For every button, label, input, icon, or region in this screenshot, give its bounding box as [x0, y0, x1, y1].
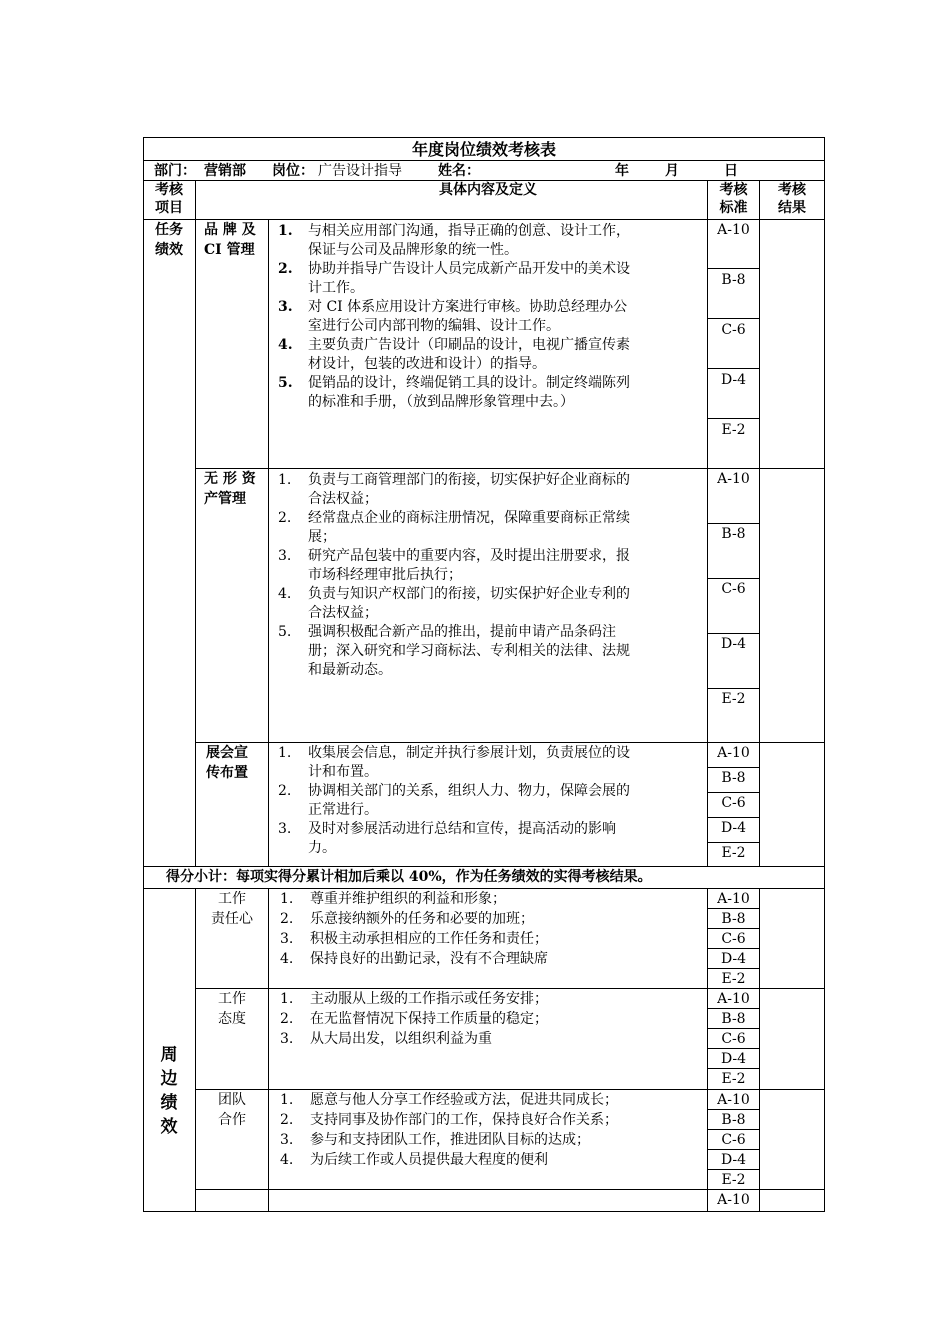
- item-text: [308, 298, 627, 336]
- item-text-line: 展；: [308, 529, 336, 545]
- item-number: 1.: [280, 891, 294, 907]
- item-number: 3.: [278, 548, 292, 564]
- task-sub3-name-line1: 展会宣: [206, 745, 248, 761]
- grade-cell: A-10: [717, 1092, 750, 1108]
- task-sub1-name-line2: CI 管理: [204, 242, 255, 258]
- grade-cell: E-2: [721, 422, 746, 438]
- item-text-line: 对 CI 体系应用设计方案进行审核。协助总经理办公: [308, 299, 628, 315]
- grade-cell: A-10: [717, 745, 750, 761]
- task-label-line2: 绩效: [155, 242, 183, 258]
- grade-cell: D-4: [720, 372, 747, 388]
- item-text: [308, 782, 630, 820]
- col-standard-header-line2: 标准: [719, 200, 748, 216]
- item-text: [308, 374, 630, 412]
- grade-cell: B-8: [721, 526, 746, 542]
- rule: [268, 219, 269, 866]
- item-text-line: 计和布置。: [308, 764, 378, 780]
- item-number: 1.: [280, 1092, 294, 1108]
- grade-cell: E-2: [721, 971, 746, 987]
- item-number: 2.: [280, 1011, 294, 1027]
- dept-label: 部门：: [154, 163, 196, 179]
- item-text: [310, 1009, 548, 1029]
- table-border-bottom: [143, 1211, 825, 1212]
- task-sub2-name-line2: 产管理: [204, 491, 246, 507]
- item-text-line: 研究产品包装中的重要内容，及时提出注册要求，报: [308, 548, 630, 564]
- item-text-line: 材设计，包装的改进和设计）的指导。: [308, 356, 546, 372]
- task-subtotal: 得分小计：每项实得分累计相加后乘以 40%，作为任务绩效的实得考核结果。: [166, 869, 652, 885]
- grade-cell: A-10: [717, 222, 750, 238]
- item-text: [308, 585, 630, 623]
- item-text-line: 乐意接纳额外的任务和必要的加班；: [310, 911, 534, 927]
- day-label: 日: [724, 163, 738, 179]
- item-text-line: 和最新动态。: [308, 662, 392, 678]
- item-number: 1.: [278, 745, 292, 761]
- item-text-line: 协调相关部门的关系，组织人力、物力，保障会展的: [308, 783, 630, 799]
- col-item-header-line1: 考核: [155, 182, 183, 198]
- year-label: 年: [615, 163, 629, 179]
- peripheral-label-char: 周: [160, 1045, 178, 1065]
- item-text-line: 愿意与他人分享工作经验或方法，促进共同成长；: [310, 1092, 618, 1108]
- item-text-line: 保持良好的出勤记录，没有不合理缺席: [310, 951, 548, 967]
- grade-cell: E-2: [721, 845, 746, 861]
- item-text-line: 合法权益；: [308, 491, 378, 507]
- page-title: 年度岗位绩效考核表: [411, 140, 556, 159]
- table-border-top: [143, 137, 825, 138]
- grade-cell: D-4: [720, 1051, 747, 1067]
- item-text-line: 在无监督情况下保持工作质量的稳定；: [310, 1011, 548, 1027]
- grade-cell: E-2: [721, 1071, 746, 1087]
- grade-cell: D-4: [720, 1152, 747, 1168]
- grade-cell: C-6: [721, 795, 746, 811]
- peripheral-sub1-name-line1: 工作: [218, 891, 246, 907]
- item-text-line: 尊重并维护组织的利益和形象；: [310, 891, 506, 907]
- item-text: [308, 509, 630, 547]
- item-number: 4.: [280, 951, 294, 967]
- item-text-line: 计工作。: [308, 280, 364, 296]
- item-text: [310, 1130, 590, 1150]
- item-text: [308, 744, 630, 782]
- peripheral-label-char: 绩: [160, 1093, 178, 1113]
- rule: [707, 268, 760, 269]
- item-text-line: 负责与工商管理部门的衔接，切实保护好企业商标的: [308, 472, 630, 488]
- item-number: 1.: [278, 223, 293, 239]
- item-text-line: 协助并指导广告设计人员完成新产品开发中的美术设: [308, 261, 630, 277]
- grade-cell: D-4: [720, 820, 747, 836]
- item-text: [308, 260, 630, 298]
- table-border-right: [824, 137, 825, 1212]
- item-text-line: 力。: [308, 840, 336, 856]
- task-sub3-name-line2: 传布置: [206, 765, 248, 781]
- col-standard-header-line1: 考核: [719, 182, 748, 198]
- item-text-line: 为后续工作或人员提供最大程度的便利: [310, 1152, 548, 1168]
- col-result-header-line1: 考核: [778, 182, 806, 198]
- grade-cell: C-6: [721, 1132, 746, 1148]
- item-number: 2.: [278, 261, 293, 277]
- grade-cell: A-10: [717, 471, 750, 487]
- item-text-line: 册；深入研究和学习商标法、专利相关的法律、法规: [308, 643, 630, 659]
- grade-cell: A-10: [717, 991, 750, 1007]
- grade-cell: B-8: [721, 911, 746, 927]
- item-number: 2.: [280, 1112, 294, 1128]
- peripheral-sub3-name-line1: 团队: [218, 1092, 246, 1108]
- item-text: [308, 222, 630, 260]
- grade-cell: E-2: [721, 1172, 746, 1188]
- col-result-header-line2: 结果: [778, 200, 806, 216]
- item-number: 2.: [278, 510, 292, 526]
- item-text: [310, 1110, 618, 1130]
- rule: [195, 888, 196, 1212]
- rule: [268, 888, 269, 1212]
- rule: [707, 368, 760, 369]
- item-number: 5.: [278, 624, 292, 640]
- item-number: 4.: [280, 1152, 294, 1168]
- grade-cell: B-8: [721, 770, 746, 786]
- item-number: 2.: [278, 783, 292, 799]
- rule: [195, 180, 196, 866]
- post-label: 岗位：: [272, 163, 314, 179]
- name-label: 姓名：: [438, 163, 480, 179]
- item-text-line: 室进行公司内部刊物的编辑、设计工作。: [308, 318, 560, 334]
- item-text-line: 支持同事及协作部门的工作，保持良好合作关系；: [310, 1112, 618, 1128]
- peripheral-sub1-name-line2: 责任心: [211, 911, 253, 927]
- item-text: [308, 471, 630, 509]
- peripheral-sub2-name-line2: 态度: [218, 1011, 246, 1027]
- item-number: 5.: [278, 375, 293, 391]
- item-text-line: 从大局出发，以组织利益为重: [310, 1031, 492, 1047]
- peripheral-sub3-name-line2: 合作: [218, 1112, 246, 1128]
- month-label: 月: [665, 163, 679, 179]
- item-text: [310, 889, 506, 909]
- item-text-line: 经常盘点企业的商标注册情况，保障重要商标正常续: [308, 510, 630, 526]
- item-text-line: 强调积极配合新产品的推出，提前申请产品条码注: [308, 624, 616, 640]
- item-text: [308, 547, 630, 585]
- grade-cell: E-2: [721, 691, 746, 707]
- item-text-line: 市场科经理审批后执行；: [308, 567, 462, 583]
- item-number: 2.: [280, 911, 294, 927]
- grade-cell: C-6: [721, 581, 746, 597]
- item-text: [310, 989, 548, 1009]
- task-sub2-name-line1: 无 形 资: [204, 471, 256, 487]
- grade-cell: B-8: [721, 272, 746, 288]
- peripheral-label: [143, 1043, 195, 1139]
- grade-cell: D-4: [720, 636, 747, 652]
- item-text-line: 保证与公司及品牌形象的统一性。: [308, 242, 518, 258]
- item-text: [308, 336, 630, 374]
- item-text: [310, 1150, 548, 1170]
- dept-value: 营销部: [204, 163, 246, 179]
- item-text-line: 参与和支持团队工作，推进团队目标的达成；: [310, 1132, 590, 1148]
- grade-cell: C-6: [721, 322, 746, 338]
- grade-cell: D-4: [720, 951, 747, 967]
- item-text: [308, 820, 616, 858]
- rule: [707, 418, 760, 419]
- grade-cell: B-8: [721, 1011, 746, 1027]
- item-number: 3.: [280, 931, 294, 947]
- item-text-line: 与相关应用部门沟通，指导正确的创意、设计工作，: [308, 223, 630, 239]
- grade-cell: C-6: [721, 931, 746, 947]
- item-text-line: 收集展会信息，制定并执行参展计划，负责展位的设: [308, 745, 630, 761]
- item-number: 3.: [278, 299, 293, 315]
- item-number: 4.: [278, 586, 292, 602]
- item-text-line: 的标准和手册，（放到品牌形象管理中去。）: [308, 394, 574, 410]
- item-number: 3.: [280, 1031, 294, 1047]
- item-number: 1.: [278, 472, 292, 488]
- item-number: 3.: [278, 821, 292, 837]
- grade-cell: A-10: [717, 891, 750, 907]
- item-number: 4.: [278, 337, 293, 353]
- item-number: 1.: [280, 991, 294, 1007]
- item-text: [310, 1029, 492, 1049]
- peripheral-label-char: 边: [160, 1069, 178, 1089]
- item-text-line: 主动服从上级的工作指示或任务安排；: [310, 991, 548, 1007]
- item-text-line: 促销品的设计，终端促销工具的设计。制定终端陈列: [308, 375, 630, 391]
- item-number: 3.: [280, 1132, 294, 1148]
- rule: [707, 318, 760, 319]
- col-content-header: 具体内容及定义: [439, 182, 537, 198]
- col-item-header-line2: 项目: [155, 200, 183, 216]
- grade-cell: C-6: [721, 1031, 746, 1047]
- item-text-line: 负责与知识产权部门的衔接，切实保护好企业专利的: [308, 586, 630, 602]
- peripheral-sub2-name-line1: 工作: [218, 991, 246, 1007]
- item-text: [310, 929, 548, 949]
- grade-cell: B-8: [721, 1112, 746, 1128]
- grade-cell: A-10: [717, 1192, 750, 1208]
- item-text-line: 合法权益；: [308, 605, 378, 621]
- task-label-line1: 任务: [155, 222, 183, 238]
- post-value: 广告设计指导: [318, 163, 402, 179]
- task-sub1-name-line1: 品 牌 及: [204, 222, 256, 238]
- item-text-line: 积极主动承担相应的工作任务和责任；: [310, 931, 548, 947]
- item-text: [310, 909, 534, 929]
- peripheral-label-char: 效: [160, 1117, 178, 1137]
- item-text-line: 及时对参展活动进行总结和宣传，提高活动的影响: [308, 821, 616, 837]
- item-text: [308, 623, 630, 680]
- item-text: [310, 1090, 618, 1110]
- item-text-line: 正常进行。: [308, 802, 378, 818]
- item-text: [310, 949, 548, 969]
- item-text-line: 主要负责广告设计（印刷品的设计，电视广播宣传素: [308, 337, 630, 353]
